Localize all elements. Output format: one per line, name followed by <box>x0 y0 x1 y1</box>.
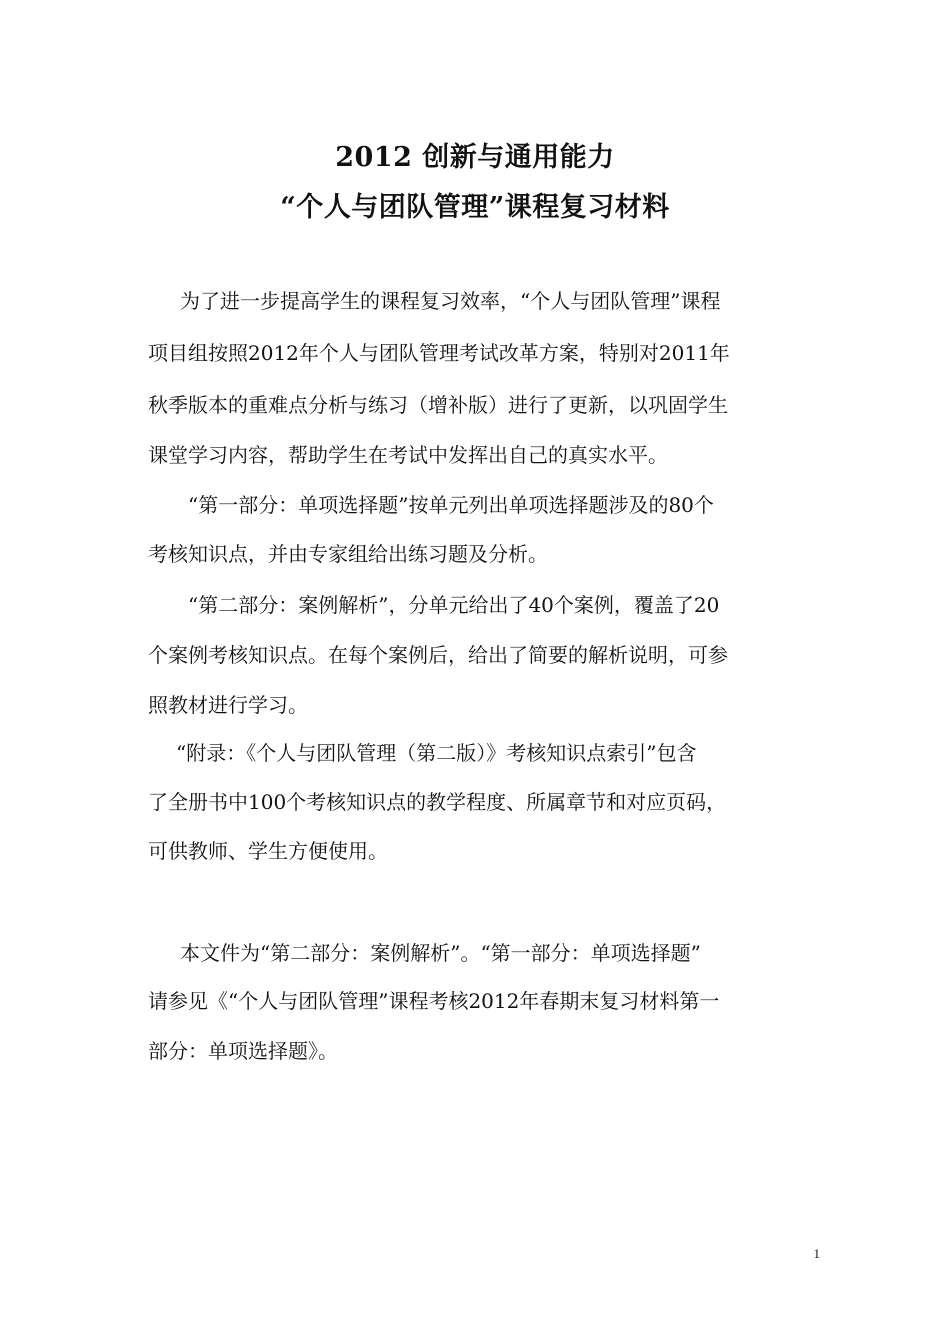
document-title-line-2: “个人与团队管理”课程复习材料 <box>280 192 670 223</box>
paragraph-line: 了全册书中100个考核知识点的教学程度、所属章节和对应页码， <box>148 790 727 814</box>
paragraph-line: “第二部分：案例解析”，分单元给出了40个案例，覆盖了20 <box>188 593 720 617</box>
paragraph-line: 为了进一步提高学生的课程复习效率，“个人与团队管理”课程 <box>180 289 721 313</box>
paragraph-line: “附录：《个人与团队管理（第二版）》考核知识点索引”包含 <box>176 741 697 765</box>
paragraph-line: 秋季版本的重难点分析与练习（增补版）进行了更新，以巩固学生 <box>148 393 728 417</box>
page-number: 1 <box>813 1246 820 1261</box>
paragraph-line: 请参见《“个人与团队管理”课程考核2012年春期末复习材料第一 <box>148 989 720 1013</box>
paragraph-line: 项目组按照2012年个人与团队管理考试改革方案，特别对2011年 <box>148 341 730 365</box>
paragraph-line: 部分：单项选择题》。 <box>148 1039 338 1063</box>
paragraph-line: 课堂学习内容，帮助学生在考试中发挥出自己的真实水平。 <box>148 443 668 467</box>
paragraph-line: 可供教师、学生方便使用。 <box>148 839 388 863</box>
paragraph-line: 考核知识点，并由专家组给出练习题及分析。 <box>148 542 548 566</box>
paragraph-line: 个案例考核知识点。在每个案例后，给出了简要的解析说明，可参 <box>148 643 728 667</box>
paragraph-line: “第一部分：单项选择题”按单元列出单项选择题涉及的80个 <box>188 493 714 517</box>
document-title-line-1: 2012 创新与通用能力 <box>335 142 615 173</box>
paragraph-line: 本文件为“第二部分：案例解析”。“第一部分：单项选择题” <box>180 941 701 965</box>
paragraph-line: 照教材进行学习。 <box>148 693 308 717</box>
